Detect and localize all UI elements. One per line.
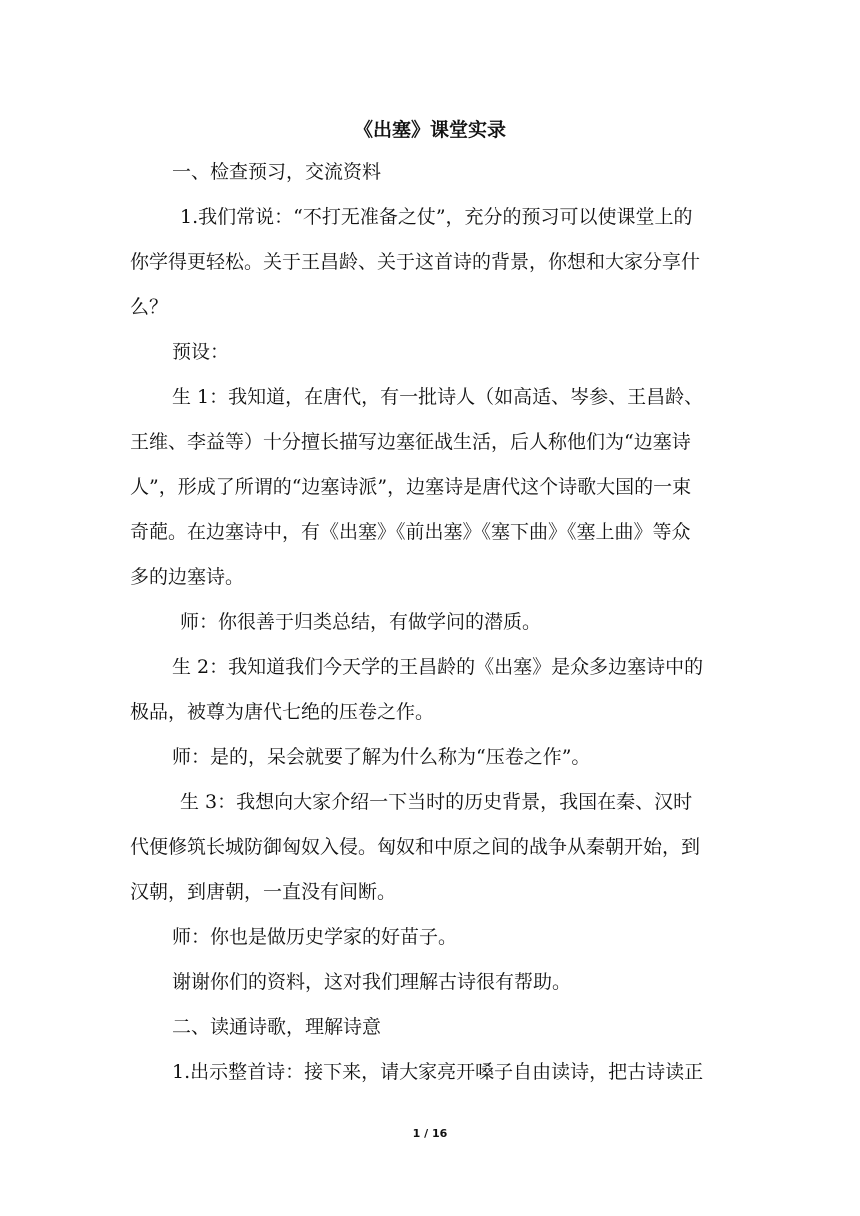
document-title: 《出塞》课堂实录 (353, 119, 506, 141)
section-heading: 二、读通诗歌，理解诗意 (172, 1016, 382, 1038)
paragraph-line: 1.我们常说：“不打无准备之仗”，充分的预习可以使课堂上的 (180, 206, 693, 228)
paragraph-line: 汉朝，到唐朝，一直没有间断。 (130, 881, 397, 903)
paragraph-line: 你学得更轻松。关于王昌龄、关于这首诗的背景，你想和大家分享什 (130, 251, 701, 273)
page-number: 1 / 16 (412, 1127, 448, 1140)
paragraph-line: 师：是的，呆会就要了解为什么称为“压卷之作”。 (172, 746, 591, 768)
paragraph-line: 1.出示整首诗：接下来，请大家亮开嗓子自由读诗，把古诗读正 (172, 1061, 704, 1083)
paragraph-line: 生 3：我想向大家介绍一下当时的历史背景，我国在秦、汉时 (180, 791, 693, 813)
paragraph-line: 师：你也是做历史学家的好苗子。 (172, 926, 458, 948)
paragraph-line: 人”，形成了所谓的“边塞诗派”，边塞诗是唐代这个诗歌大国的一束 (130, 476, 692, 498)
paragraph-line: 王维、李益等）十分擅长描写边塞征战生活，后人称他们为“边塞诗 (130, 431, 691, 453)
paragraph-line: 么？ (130, 296, 169, 318)
paragraph-line: 奇葩。在边塞诗中，有《出塞》《前出塞》《塞下曲》《塞上曲》等众 (130, 521, 691, 543)
paragraph-line: 多的边塞诗。 (130, 566, 245, 588)
paragraph-line: 预设： (172, 341, 230, 363)
section-heading: 一、检查预习，交流资料 (172, 161, 382, 183)
paragraph-line: 生 2：我知道我们今天学的王昌龄的《出塞》是众多边塞诗中的 (172, 656, 704, 678)
paragraph-line: 代便修筑长城防御匈奴入侵。匈奴和中原之间的战争从秦朝开始，到 (130, 836, 701, 858)
paragraph-line: 生 1：我知道，在唐代，有一批诗人（如高适、岑参、王昌龄、 (172, 386, 704, 408)
paragraph-line: 师：你很善于归类总结，有做学问的潜质。 (180, 611, 542, 633)
paragraph-line: 谢谢你们的资料，这对我们理解古诗很有帮助。 (172, 971, 572, 993)
paragraph-line: 极品，被尊为唐代七绝的压卷之作。 (130, 701, 435, 723)
